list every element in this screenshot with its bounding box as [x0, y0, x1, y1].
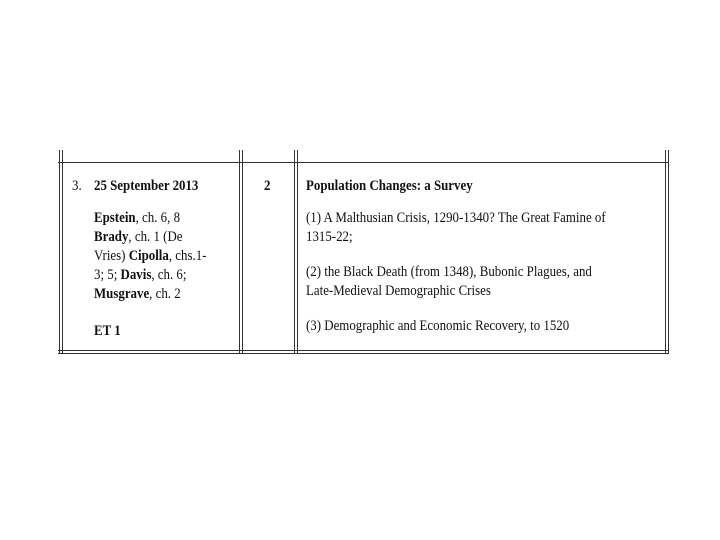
- et-label: ET 1: [94, 323, 121, 339]
- reading-musgrave: Musgrave, ch. 2: [94, 286, 181, 302]
- session-title: Population Changes: a Survey: [306, 178, 473, 194]
- topic-1: (1) A Malthusian Crisis, 1290-1340? The Great Famine of 1315-22;: [306, 210, 606, 245]
- reading-epstein: Epstein, ch. 6, 8: [94, 210, 181, 226]
- topic-3: (3) Demographic and Economic Recovery, to 1520: [306, 318, 570, 334]
- reading-davis: 3; 5; Davis, ch. 6;: [94, 267, 187, 283]
- table-bottom-rule-2: [58, 353, 669, 354]
- row-number: 3.: [72, 178, 82, 194]
- readings-list: [94, 209, 225, 304]
- session-date: 25 September 2013: [94, 178, 199, 194]
- reading-cipolla: Vries) Cipolla, chs.1-: [94, 248, 207, 264]
- table-top-rule: [58, 162, 669, 163]
- right-rule-a: [665, 150, 666, 354]
- col2-rule-b: [297, 150, 298, 354]
- left-rule-b: [62, 150, 63, 354]
- col1-rule-b: [242, 150, 243, 354]
- topic-2: (2) the Black Death (from 1348), Bubonic Plagues, and Late-Medieval Demographic Crises: [306, 264, 592, 299]
- reading-brady: Brady, ch. 1 (De: [94, 229, 183, 245]
- table-bottom-rule: [58, 350, 669, 351]
- syllabus-table: [58, 150, 669, 354]
- week-number: 2: [264, 178, 271, 194]
- right-rule-b: [668, 150, 669, 354]
- left-rule-a: [59, 150, 60, 354]
- col2-rule-a: [294, 150, 295, 354]
- col1-rule-a: [239, 150, 240, 354]
